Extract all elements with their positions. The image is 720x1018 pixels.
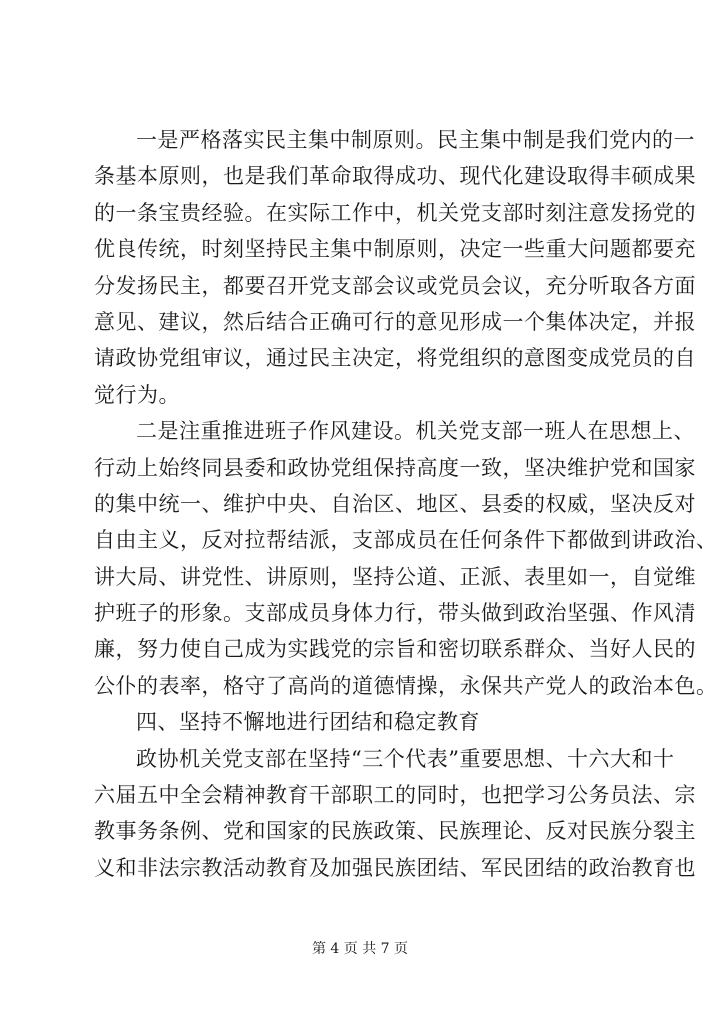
paragraph-2-line-2: 行动上始终同县委和政协党组保持高度一致，坚决维护党和国家 bbox=[94, 455, 696, 480]
paragraph-1-line-7: 请政协党组审议，通过民主决定，将党组织的意图变成党员的自 bbox=[94, 346, 696, 371]
paragraph-1-line-5: 分发扬民主，都要召开党支部会议或党员会议，充分听取各方面 bbox=[94, 273, 696, 298]
paragraph-1-line-1: 一是严格落实民主集中制原则。民主集中制是我们党内的一 bbox=[136, 128, 695, 152]
paragraph-2-line-8: 公仆的表率，格守了高尚的道德情操，永保共产党人的政治本色。 bbox=[94, 673, 718, 698]
paragraph-2-line-1: 二是注重推进班子作风建设。机关党支部一班人在思想上、 bbox=[136, 419, 695, 444]
document-body bbox=[94, 122, 718, 886]
paragraph-1-line-2: 条基本原则，也是我们革命取得成功、现代化建设取得丰硕成果 bbox=[94, 164, 696, 189]
paragraph-1-line-8: 觉行为。 bbox=[94, 382, 180, 407]
paragraph-3-line-1: 政协机关党支部在坚持“三个代表”重要思想、十六大和十 bbox=[136, 746, 675, 771]
paragraph-2-line-4: 自由主义，反对拉帮结派，支部成员在任何条件下都做到讲政治、 bbox=[94, 528, 718, 553]
paragraph-3-line-2: 六届五中全会精神教育干部职工的同时，也把学习公务员法、宗 bbox=[94, 783, 696, 808]
paragraph-2-line-5: 讲大局、讲党性、讲原则，坚持公道、正派、表里如一，自觉维 bbox=[94, 564, 696, 589]
paragraph-1-line-3: 的一条宝贵经验。在实际工作中，机关党支部时刻注意发扬党的 bbox=[94, 200, 696, 225]
paragraph-2-line-3: 的集中统一、维护中央、自治区、地区、县委的权威，坚决反对 bbox=[94, 491, 696, 516]
paragraph-3-line-3: 教事务条例、党和国家的民族政策、民族理论、反对民族分裂主 bbox=[94, 819, 696, 844]
section-heading: 四、坚持不懈地进行团结和稳定教育 bbox=[136, 710, 480, 735]
paragraph-1-line-6: 意见、建议，然后结合正确可行的意见形成一个集体决定，并报 bbox=[94, 309, 696, 334]
page-footer: 第 4 页 共 7 页 bbox=[311, 941, 409, 957]
paragraph-2-line-6: 护班子的形象。支部成员身体力行，带头做到政治坚强、作风清 bbox=[94, 601, 696, 626]
paragraph-3-line-4: 义和非法宗教活动教育及加强民族团结、军民团结的政治教育也 bbox=[94, 855, 696, 880]
paragraph-2-line-7: 廉，努力使自己成为实践党的宗旨和密切联系群众、当好人民的 bbox=[94, 637, 696, 662]
paragraph-1-line-4: 优良传统，时刻坚持民主集中制原则，决定一些重大问题都要充 bbox=[94, 237, 696, 262]
